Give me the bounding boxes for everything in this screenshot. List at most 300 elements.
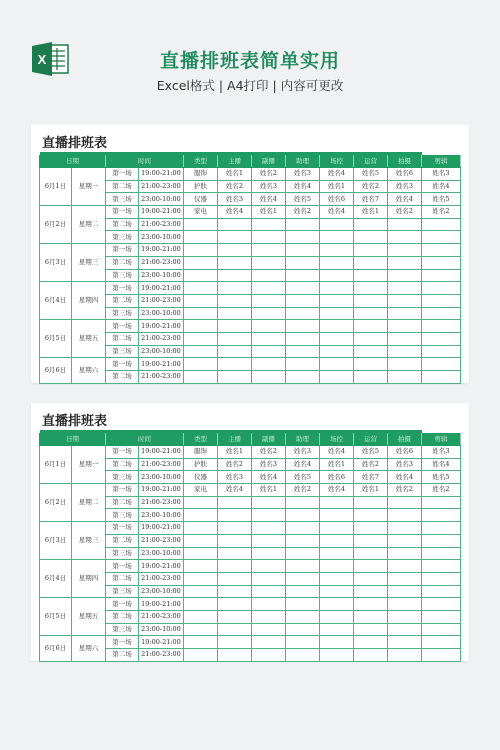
schedule-cell[interactable] — [218, 294, 252, 307]
schedule-cell[interactable]: 姓名3 — [422, 446, 461, 459]
schedule-cell[interactable]: 姓名5 — [286, 471, 320, 484]
schedule-cell[interactable] — [320, 371, 354, 384]
weekday-cell[interactable]: 星期二 — [72, 206, 106, 244]
schedule-cell[interactable]: 姓名1 — [320, 180, 354, 193]
schedule-cell[interactable] — [354, 547, 388, 560]
schedule-cell[interactable]: 姓名2 — [218, 458, 252, 471]
session-cell[interactable]: 第二场 — [106, 496, 139, 509]
schedule-cell[interactable] — [252, 610, 286, 623]
schedule-cell[interactable] — [422, 636, 461, 649]
schedule-cell[interactable] — [354, 307, 388, 320]
schedule-cell[interactable] — [422, 282, 461, 295]
time-cell[interactable]: 21:00-23:00 — [139, 458, 184, 471]
weekday-cell[interactable]: 星期五 — [72, 320, 106, 358]
time-cell[interactable]: 19:00-21:00 — [139, 244, 184, 257]
time-cell[interactable]: 21:00-23:00 — [139, 256, 184, 269]
schedule-cell[interactable]: 姓名1 — [354, 206, 388, 219]
date-cell[interactable]: 6月4日 — [40, 560, 72, 598]
schedule-cell[interactable] — [184, 623, 218, 636]
session-cell[interactable]: 第三场 — [106, 471, 139, 484]
schedule-cell[interactable]: 姓名2 — [252, 168, 286, 181]
schedule-cell[interactable] — [252, 294, 286, 307]
weekday-cell[interactable]: 星期一 — [72, 446, 106, 484]
schedule-cell[interactable]: 姓名3 — [388, 180, 422, 193]
schedule-cell[interactable] — [252, 320, 286, 333]
schedule-cell[interactable] — [252, 231, 286, 244]
schedule-cell[interactable] — [354, 623, 388, 636]
schedule-cell[interactable] — [422, 610, 461, 623]
schedule-cell[interactable] — [354, 231, 388, 244]
schedule-cell[interactable] — [422, 509, 461, 522]
time-cell[interactable]: 19:00-21:00 — [139, 282, 184, 295]
session-cell[interactable]: 第二场 — [106, 371, 139, 384]
time-cell[interactable]: 19:00-21:00 — [139, 320, 184, 333]
schedule-cell[interactable]: 姓名7 — [354, 471, 388, 484]
schedule-cell[interactable] — [252, 636, 286, 649]
schedule-cell[interactable] — [252, 547, 286, 560]
schedule-cell[interactable]: 姓名1 — [320, 458, 354, 471]
weekday-cell[interactable]: 星期四 — [72, 282, 106, 320]
schedule-cell[interactable] — [252, 358, 286, 371]
schedule-cell[interactable] — [320, 244, 354, 257]
schedule-cell[interactable]: 姓名2 — [218, 180, 252, 193]
schedule-cell[interactable] — [252, 496, 286, 509]
schedule-cell[interactable] — [354, 534, 388, 547]
schedule-cell[interactable] — [388, 244, 422, 257]
schedule-cell[interactable] — [252, 244, 286, 257]
time-cell[interactable]: 21:00-23:00 — [139, 371, 184, 384]
schedule-cell[interactable] — [184, 358, 218, 371]
schedule-cell[interactable] — [286, 282, 320, 295]
schedule-cell[interactable] — [184, 610, 218, 623]
schedule-cell[interactable] — [286, 636, 320, 649]
schedule-cell[interactable] — [286, 256, 320, 269]
schedule-cell[interactable] — [388, 560, 422, 573]
session-cell[interactable]: 第二场 — [106, 180, 139, 193]
schedule-cell[interactable] — [354, 244, 388, 257]
schedule-cell[interactable] — [218, 218, 252, 231]
schedule-cell[interactable] — [184, 598, 218, 611]
date-cell[interactable]: 6月1日 — [40, 446, 72, 484]
session-cell[interactable]: 第三场 — [106, 307, 139, 320]
schedule-cell[interactable] — [320, 358, 354, 371]
session-cell[interactable]: 第一场 — [106, 522, 139, 535]
schedule-cell[interactable]: 姓名2 — [252, 446, 286, 459]
time-cell[interactable]: 21:00-23:00 — [139, 610, 184, 623]
time-cell[interactable]: 23:00-10:00 — [139, 269, 184, 282]
schedule-cell[interactable] — [184, 649, 218, 662]
schedule-cell[interactable] — [252, 522, 286, 535]
date-cell[interactable]: 6月2日 — [40, 206, 72, 244]
schedule-cell[interactable] — [354, 572, 388, 585]
schedule-cell[interactable] — [286, 572, 320, 585]
session-cell[interactable]: 第一场 — [106, 358, 139, 371]
schedule-cell[interactable] — [252, 572, 286, 585]
schedule-cell[interactable] — [388, 572, 422, 585]
schedule-cell[interactable] — [422, 218, 461, 231]
session-cell[interactable]: 第二场 — [106, 458, 139, 471]
schedule-cell[interactable] — [388, 269, 422, 282]
schedule-cell[interactable]: 姓名4 — [252, 471, 286, 484]
schedule-cell[interactable] — [252, 598, 286, 611]
schedule-cell[interactable] — [184, 522, 218, 535]
date-cell[interactable]: 6月3日 — [40, 522, 72, 560]
schedule-cell[interactable] — [320, 496, 354, 509]
session-cell[interactable]: 第二场 — [106, 294, 139, 307]
schedule-cell[interactable] — [422, 332, 461, 345]
schedule-cell[interactable] — [184, 572, 218, 585]
schedule-cell[interactable]: 姓名1 — [252, 484, 286, 497]
time-cell[interactable]: 23:00-10:00 — [139, 471, 184, 484]
time-cell[interactable]: 23:00-10:00 — [139, 585, 184, 598]
schedule-cell[interactable] — [218, 522, 252, 535]
time-cell[interactable]: 21:00-23:00 — [139, 534, 184, 547]
time-cell[interactable]: 23:00-10:00 — [139, 509, 184, 522]
schedule-cell[interactable] — [286, 509, 320, 522]
schedule-cell[interactable] — [286, 534, 320, 547]
schedule-cell[interactable] — [422, 572, 461, 585]
time-cell[interactable]: 19:00-21:00 — [139, 636, 184, 649]
schedule-cell[interactable] — [252, 218, 286, 231]
schedule-cell[interactable]: 姓名3 — [218, 193, 252, 206]
schedule-cell[interactable] — [388, 509, 422, 522]
schedule-cell[interactable] — [422, 560, 461, 573]
session-cell[interactable]: 第一场 — [106, 484, 139, 497]
schedule-cell[interactable]: 姓名5 — [354, 446, 388, 459]
time-cell[interactable]: 19:00-21:00 — [139, 168, 184, 181]
session-cell[interactable]: 第二场 — [106, 572, 139, 585]
session-cell[interactable]: 第一场 — [106, 636, 139, 649]
schedule-cell[interactable] — [218, 547, 252, 560]
session-cell[interactable]: 第三场 — [106, 231, 139, 244]
schedule-cell[interactable] — [354, 256, 388, 269]
schedule-cell[interactable] — [354, 358, 388, 371]
schedule-cell[interactable] — [218, 585, 252, 598]
schedule-cell[interactable]: 姓名5 — [422, 193, 461, 206]
session-cell[interactable]: 第二场 — [106, 610, 139, 623]
schedule-cell[interactable] — [320, 572, 354, 585]
schedule-cell[interactable] — [286, 623, 320, 636]
schedule-cell[interactable] — [218, 320, 252, 333]
schedule-cell[interactable] — [252, 585, 286, 598]
schedule-cell[interactable] — [388, 371, 422, 384]
schedule-cell[interactable] — [388, 649, 422, 662]
time-cell[interactable]: 19:00-21:00 — [139, 560, 184, 573]
schedule-cell[interactable] — [388, 256, 422, 269]
schedule-cell[interactable] — [218, 244, 252, 257]
schedule-cell[interactable] — [422, 256, 461, 269]
schedule-cell[interactable] — [184, 282, 218, 295]
session-cell[interactable]: 第一场 — [106, 244, 139, 257]
schedule-cell[interactable] — [422, 231, 461, 244]
schedule-cell[interactable] — [218, 560, 252, 573]
schedule-cell[interactable] — [388, 294, 422, 307]
schedule-cell[interactable] — [320, 623, 354, 636]
schedule-cell[interactable] — [320, 294, 354, 307]
date-cell[interactable]: 6月3日 — [40, 244, 72, 282]
weekday-cell[interactable]: 星期六 — [72, 358, 106, 383]
schedule-cell[interactable] — [320, 585, 354, 598]
time-cell[interactable]: 19:00-21:00 — [139, 446, 184, 459]
weekday-cell[interactable]: 星期一 — [72, 168, 106, 206]
schedule-cell[interactable]: 姓名4 — [320, 168, 354, 181]
date-cell[interactable]: 6月6日 — [40, 358, 72, 383]
schedule-cell[interactable] — [184, 320, 218, 333]
schedule-cell[interactable] — [286, 345, 320, 358]
schedule-cell[interactable]: 姓名3 — [252, 180, 286, 193]
schedule-cell[interactable] — [184, 218, 218, 231]
schedule-cell[interactable] — [286, 610, 320, 623]
schedule-cell[interactable] — [184, 332, 218, 345]
schedule-cell[interactable]: 姓名2 — [388, 484, 422, 497]
schedule-cell[interactable] — [218, 649, 252, 662]
schedule-cell[interactable] — [218, 256, 252, 269]
schedule-cell[interactable] — [422, 294, 461, 307]
schedule-cell[interactable]: 姓名4 — [388, 193, 422, 206]
schedule-cell[interactable] — [184, 345, 218, 358]
schedule-cell[interactable] — [218, 636, 252, 649]
schedule-cell[interactable] — [218, 282, 252, 295]
schedule-cell[interactable]: 姓名6 — [388, 446, 422, 459]
time-cell[interactable]: 19:00-21:00 — [139, 206, 184, 219]
schedule-cell[interactable]: 姓名4 — [422, 180, 461, 193]
schedule-cell[interactable]: 姓名4 — [252, 193, 286, 206]
time-cell[interactable]: 21:00-23:00 — [139, 180, 184, 193]
schedule-cell[interactable] — [422, 534, 461, 547]
schedule-cell[interactable]: 姓名7 — [354, 193, 388, 206]
schedule-cell[interactable]: 姓名3 — [218, 471, 252, 484]
time-cell[interactable]: 19:00-21:00 — [139, 598, 184, 611]
time-cell[interactable]: 21:00-23:00 — [139, 218, 184, 231]
schedule-cell[interactable] — [184, 560, 218, 573]
schedule-cell[interactable] — [252, 332, 286, 345]
schedule-cell[interactable]: 姓名4 — [218, 206, 252, 219]
schedule-cell[interactable] — [422, 598, 461, 611]
schedule-cell[interactable] — [320, 269, 354, 282]
schedule-cell[interactable] — [388, 282, 422, 295]
session-cell[interactable]: 第三场 — [106, 345, 139, 358]
schedule-cell[interactable]: 姓名2 — [354, 458, 388, 471]
schedule-cell[interactable] — [184, 307, 218, 320]
schedule-cell[interactable] — [286, 307, 320, 320]
schedule-cell[interactable] — [320, 636, 354, 649]
schedule-cell[interactable] — [422, 522, 461, 535]
weekday-cell[interactable]: 星期五 — [72, 598, 106, 636]
schedule-cell[interactable] — [422, 307, 461, 320]
schedule-cell[interactable] — [286, 560, 320, 573]
time-cell[interactable]: 23:00-10:00 — [139, 623, 184, 636]
schedule-cell[interactable] — [354, 332, 388, 345]
schedule-cell[interactable] — [388, 345, 422, 358]
schedule-cell[interactable] — [320, 560, 354, 573]
schedule-cell[interactable] — [422, 649, 461, 662]
schedule-cell[interactable] — [252, 560, 286, 573]
time-cell[interactable]: 23:00-10:00 — [139, 547, 184, 560]
schedule-cell[interactable] — [320, 509, 354, 522]
schedule-cell[interactable] — [422, 244, 461, 257]
schedule-cell[interactable] — [286, 320, 320, 333]
schedule-cell[interactable] — [286, 294, 320, 307]
schedule-cell[interactable]: 姓名5 — [286, 193, 320, 206]
session-cell[interactable]: 第二场 — [106, 256, 139, 269]
session-cell[interactable]: 第一场 — [106, 206, 139, 219]
session-cell[interactable]: 第二场 — [106, 534, 139, 547]
schedule-cell[interactable] — [354, 610, 388, 623]
schedule-cell[interactable] — [388, 218, 422, 231]
schedule-cell[interactable] — [388, 598, 422, 611]
weekday-cell[interactable]: 星期四 — [72, 560, 106, 598]
schedule-cell[interactable] — [320, 307, 354, 320]
weekday-cell[interactable]: 星期六 — [72, 636, 106, 661]
schedule-cell[interactable] — [388, 307, 422, 320]
schedule-cell[interactable]: 家电 — [184, 206, 218, 219]
session-cell[interactable]: 第二场 — [106, 649, 139, 662]
time-cell[interactable]: 21:00-23:00 — [139, 332, 184, 345]
schedule-cell[interactable] — [218, 610, 252, 623]
schedule-cell[interactable]: 姓名1 — [218, 168, 252, 181]
schedule-cell[interactable] — [286, 269, 320, 282]
schedule-cell[interactable]: 姓名4 — [286, 458, 320, 471]
schedule-cell[interactable] — [388, 623, 422, 636]
schedule-cell[interactable] — [218, 307, 252, 320]
schedule-cell[interactable] — [184, 294, 218, 307]
schedule-cell[interactable] — [286, 332, 320, 345]
schedule-cell[interactable] — [354, 560, 388, 573]
schedule-cell[interactable] — [320, 547, 354, 560]
schedule-cell[interactable] — [388, 636, 422, 649]
schedule-cell[interactable]: 护肤 — [184, 180, 218, 193]
time-cell[interactable]: 23:00-10:00 — [139, 231, 184, 244]
schedule-cell[interactable] — [354, 585, 388, 598]
schedule-cell[interactable] — [252, 345, 286, 358]
schedule-cell[interactable]: 姓名4 — [218, 484, 252, 497]
schedule-cell[interactable]: 姓名5 — [354, 168, 388, 181]
schedule-cell[interactable]: 姓名2 — [286, 484, 320, 497]
date-cell[interactable]: 6月1日 — [40, 168, 72, 206]
schedule-cell[interactable] — [252, 623, 286, 636]
schedule-cell[interactable] — [354, 345, 388, 358]
schedule-cell[interactable]: 姓名2 — [354, 180, 388, 193]
schedule-cell[interactable] — [422, 585, 461, 598]
session-cell[interactable]: 第三场 — [106, 623, 139, 636]
schedule-cell[interactable] — [388, 610, 422, 623]
session-cell[interactable]: 第三场 — [106, 269, 139, 282]
session-cell[interactable]: 第一场 — [106, 282, 139, 295]
schedule-cell[interactable] — [320, 282, 354, 295]
schedule-cell[interactable]: 姓名4 — [320, 206, 354, 219]
time-cell[interactable]: 23:00-10:00 — [139, 193, 184, 206]
session-cell[interactable]: 第一场 — [106, 168, 139, 181]
schedule-cell[interactable] — [184, 231, 218, 244]
schedule-cell[interactable] — [388, 231, 422, 244]
schedule-cell[interactable] — [286, 218, 320, 231]
date-cell[interactable]: 6月2日 — [40, 484, 72, 522]
time-cell[interactable]: 19:00-21:00 — [139, 358, 184, 371]
schedule-cell[interactable]: 家电 — [184, 484, 218, 497]
schedule-cell[interactable] — [286, 371, 320, 384]
weekday-cell[interactable]: 星期二 — [72, 484, 106, 522]
schedule-cell[interactable] — [388, 522, 422, 535]
schedule-cell[interactable] — [184, 244, 218, 257]
schedule-cell[interactable] — [252, 269, 286, 282]
schedule-cell[interactable] — [354, 509, 388, 522]
schedule-cell[interactable] — [184, 585, 218, 598]
schedule-cell[interactable] — [320, 231, 354, 244]
schedule-cell[interactable] — [354, 649, 388, 662]
schedule-cell[interactable]: 姓名2 — [388, 206, 422, 219]
time-cell[interactable]: 19:00-21:00 — [139, 484, 184, 497]
schedule-cell[interactable] — [388, 496, 422, 509]
schedule-cell[interactable]: 姓名3 — [388, 458, 422, 471]
schedule-cell[interactable] — [388, 547, 422, 560]
schedule-cell[interactable]: 姓名4 — [422, 458, 461, 471]
schedule-cell[interactable] — [422, 496, 461, 509]
schedule-cell[interactable] — [218, 332, 252, 345]
time-cell[interactable]: 21:00-23:00 — [139, 572, 184, 585]
session-cell[interactable]: 第三场 — [106, 585, 139, 598]
schedule-cell[interactable] — [218, 496, 252, 509]
schedule-cell[interactable] — [354, 371, 388, 384]
schedule-cell[interactable] — [286, 585, 320, 598]
schedule-cell[interactable] — [218, 534, 252, 547]
schedule-cell[interactable]: 姓名2 — [422, 206, 461, 219]
schedule-cell[interactable] — [218, 231, 252, 244]
schedule-cell[interactable] — [286, 358, 320, 371]
schedule-cell[interactable]: 姓名5 — [422, 471, 461, 484]
weekday-cell[interactable]: 星期三 — [72, 522, 106, 560]
schedule-cell[interactable] — [320, 345, 354, 358]
time-cell[interactable]: 23:00-10:00 — [139, 307, 184, 320]
schedule-cell[interactable]: 姓名1 — [354, 484, 388, 497]
schedule-cell[interactable]: 仪器 — [184, 471, 218, 484]
schedule-cell[interactable] — [252, 371, 286, 384]
schedule-cell[interactable] — [320, 610, 354, 623]
session-cell[interactable]: 第二场 — [106, 332, 139, 345]
schedule-cell[interactable] — [184, 547, 218, 560]
schedule-cell[interactable] — [388, 534, 422, 547]
schedule-cell[interactable]: 姓名4 — [388, 471, 422, 484]
schedule-cell[interactable]: 服饰 — [184, 446, 218, 459]
session-cell[interactable]: 第二场 — [106, 218, 139, 231]
schedule-cell[interactable] — [388, 585, 422, 598]
schedule-cell[interactable] — [286, 649, 320, 662]
session-cell[interactable]: 第一场 — [106, 560, 139, 573]
time-cell[interactable]: 21:00-23:00 — [139, 496, 184, 509]
schedule-cell[interactable] — [184, 256, 218, 269]
schedule-cell[interactable] — [218, 371, 252, 384]
schedule-cell[interactable] — [320, 218, 354, 231]
time-cell[interactable]: 21:00-23:00 — [139, 294, 184, 307]
schedule-cell[interactable] — [354, 496, 388, 509]
schedule-cell[interactable] — [422, 623, 461, 636]
schedule-cell[interactable] — [184, 496, 218, 509]
session-cell[interactable]: 第一场 — [106, 598, 139, 611]
schedule-cell[interactable] — [286, 522, 320, 535]
schedule-cell[interactable]: 姓名3 — [286, 168, 320, 181]
time-cell[interactable]: 19:00-21:00 — [139, 522, 184, 535]
schedule-cell[interactable] — [252, 256, 286, 269]
schedule-cell[interactable] — [218, 598, 252, 611]
schedule-cell[interactable] — [184, 636, 218, 649]
schedule-cell[interactable] — [320, 534, 354, 547]
schedule-cell[interactable]: 姓名4 — [286, 180, 320, 193]
schedule-cell[interactable] — [286, 598, 320, 611]
session-cell[interactable]: 第三场 — [106, 547, 139, 560]
schedule-cell[interactable] — [422, 371, 461, 384]
schedule-cell[interactable] — [388, 332, 422, 345]
schedule-cell[interactable] — [354, 636, 388, 649]
schedule-cell[interactable]: 护肤 — [184, 458, 218, 471]
